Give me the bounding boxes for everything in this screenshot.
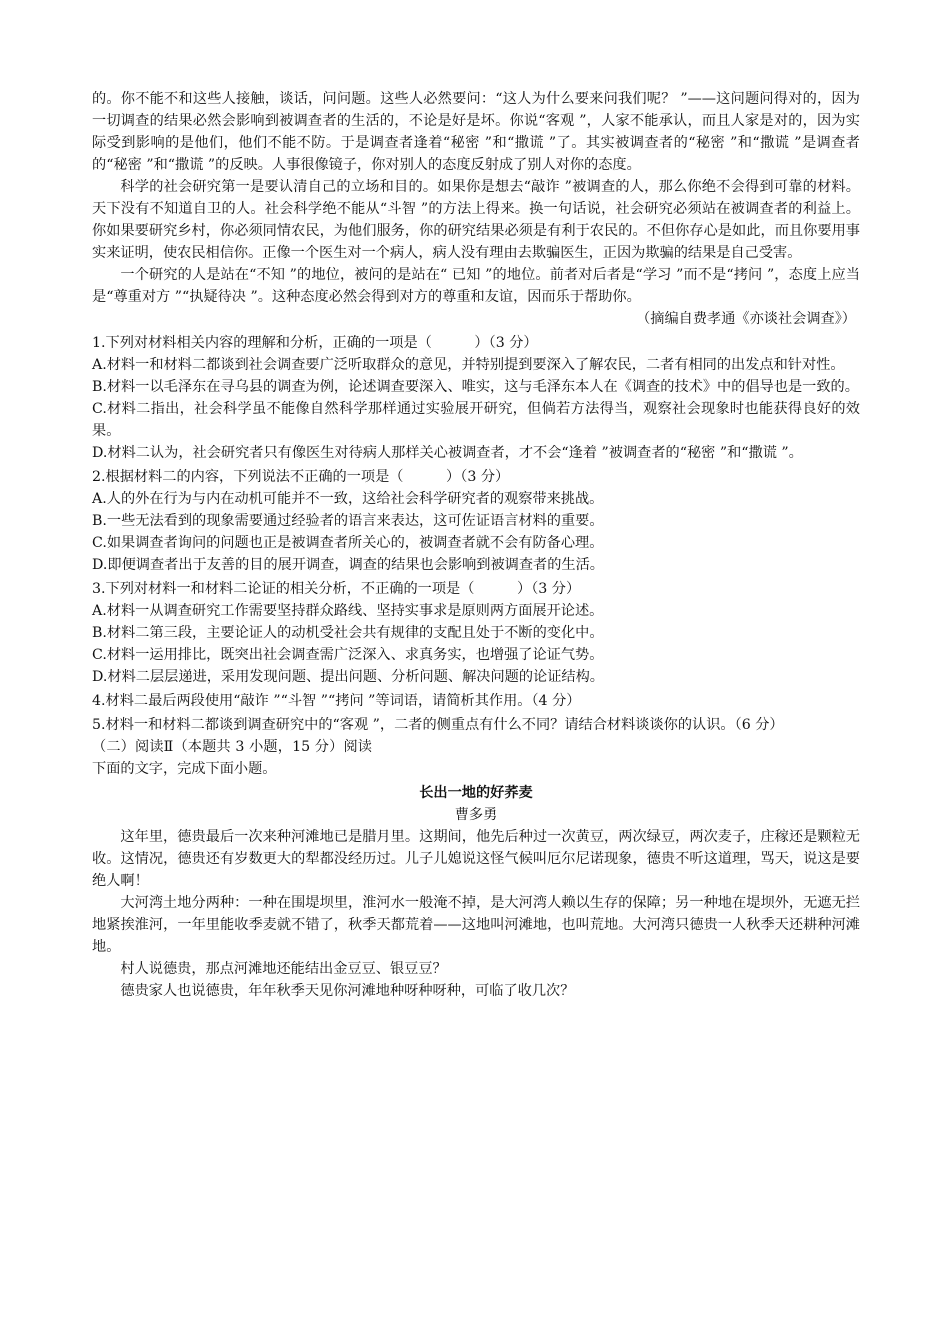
question-1-option-b: B.材料一以毛泽东在寻乌县的调查为例，论述调查要深入、唯实，这与毛泽东本人在《调查的技术》中的倡导也是一致的。 [92, 379, 859, 395]
question-2-option-c: C.如果调查者询问的问题也正是被调查者所关心的，被调查者就不会有防备心理。 [92, 535, 604, 551]
question-5: 5.材料一和材料二都谈到调查研究中的“客观 ”，二者的侧重点有什么不同？请结合材料谈谈你的认识。（6 分） [92, 717, 784, 733]
question-1-option-a: A.材料一和材料二都谈到社会调查要广泛听取群众的意见，并特别提到要深入了解农民，二者有相同的出发点和针对性。 [92, 357, 845, 373]
material2-paragraph-3: 一个研究的人是站在“不知 ”的地位，被问的是站在“ 已知 ”的地位。前者对后者是“学习 ”而不是“拷问 ”，态度上应当是“尊重对方 ”“执疑待决 ”。这种态度必然会得到对方的尊重和友谊，因而乐于帮助你。 [92, 267, 860, 305]
source-citation: （摘编自费孝通《亦谈社会调查》） [636, 311, 856, 327]
question-1-option-d: D.材料二认为，社会研究者只有像医生对待病人那样关心被调查者，才不会“逢着 ”被调查者的“秘密 ”和“撒谎 ”。 [92, 445, 803, 461]
exam-page [92, 88, 860, 1002]
question-2-option-b: B.一些无法看到的现象需要通过经验者的语言来表达，这可佐证语言材料的重要。 [92, 513, 604, 529]
story-paragraph-4: 德贵家人也说德贵，年年秋季天见你河滩地种呀种呀种，可临了收几次？ [120, 983, 575, 999]
question-2-option-a: A.人的外在行为与内在动机可能并不一致，这给社会科学研究者的观察带来挑战。 [92, 491, 604, 507]
section-header: （二）阅读Ⅱ（本题共 3 小题，15 分）阅读下面的文字，完成下面小题。 [92, 739, 372, 777]
story-title: 长出一地的好荞麦 [419, 785, 533, 801]
story-paragraph-1: 这年里，德贵最后一次来种河滩地已是腊月里。这期间，他先后种过一次黄豆，两次绿豆，两次麦子，庄稼还是颗粒无收。这情况，德贵还有岁数更大的犁都没经历过。儿子儿媳说这怪气候叫厄尔尼诺现象，德贵不听这道理，骂天，说这是要绝人啊！ [92, 829, 860, 889]
story-paragraph-3: 村人说德贵，那点河滩地还能结出金豆豆、银豆豆？ [120, 961, 447, 977]
story-paragraph-2: 大河湾土地分两种：一种在围堤坝里，淮河水一般淹不掉，是大河湾人赖以生存的保障；另一种地在堤坝外，无遮无拦地紧挨淮河，一年里能收季麦就不错了，秋季天都荒着——这地叫河滩地，也叫荒地。大河湾只德贵一人秋季天还耕种河滩地。 [92, 895, 860, 955]
material2-paragraph-2: 科学的社会研究第一是要认清自己的立场和目的。如果你是想去“敲诈 ”被调查的人，那么你绝不会得到可靠的材料。天下没有不知道自卫的人。社会科学绝不能从“斗智 ”的方法上得来。换一句话说，社会研究必须站在被调查者的利益上。你如果要研究乡村，你必须同情农民，为他们服务，你的研究结果必须是有利于农民的。不但你存心是如此，而且你要用事实来证明，使农民相信你。正像一个医生对一个病人，病人没有理由去欺骗医生，正因为欺骗的结果是自己受害。 [92, 179, 860, 261]
question-2-stem: 2.根据材料二的内容，下列说法不正确的一项是（ ）（3 分） [92, 469, 510, 485]
question-3-option-a: A.材料一从调查研究工作需要坚持群众路线、坚持实事求是原则两方面展开论述。 [92, 603, 604, 619]
question-1-option-c: C.材料二指出，社会科学虽不能像自然科学那样通过实验展开研究，但倘若方法得当，观察社会现象时也能获得良好的效果。 [92, 401, 860, 439]
question-2-option-d: D.即便调查者出于友善的目的展开调查，调查的结果也会影响到被调查者的生活。 [92, 557, 604, 573]
question-3-option-d: D.材料二层层递进，采用发现问题、提出问题、分析问题、解决问题的论证结构。 [92, 669, 604, 685]
story-author: 曹多勇 [454, 807, 498, 823]
question-3-option-b: B.材料二第三段，主要论证人的动机受社会共有规律的支配且处于不断的变化中。 [92, 625, 604, 641]
material2-paragraph-1: 的。你不能不和这些人接触，谈话，问问题。这些人必然要问：“这人为什么要来问我们呢？ ”——这问题问得对的，因为一切调查的结果必然会影响到被调查者的生活的，不论是好是坏。你说“客观 ”，人家不能承认，而且人家是对的，因为实际受到影响的是他们，他们不能不防。于是调查者逢着“秘密 ”和“撒谎 ”了。其实被调查者的“秘密 ”和“撒谎 ”是调查者的“秘密 ”和“撒谎 ”的反映。人事很像镜子，你对别人的态度反射成了别人对你的态度。 [92, 91, 860, 173]
question-1-stem: 1.下列对材料相关内容的理解和分析，正确的一项是（ ）（3 分） [92, 335, 538, 351]
question-3-stem: 3.下列对材料一和材料二论证的相关分析，不正确的一项是（ ）（3 分） [92, 581, 581, 597]
question-4: 4.材料二最后两段使用“敲诈 ”“斗智 ”“拷问 ”等词语，请简析其作用。（4 分） [92, 693, 581, 709]
question-3-option-c: C.材料一运用排比，既突出社会调查需广泛深入、求真务实，也增强了论证气势。 [92, 647, 604, 663]
